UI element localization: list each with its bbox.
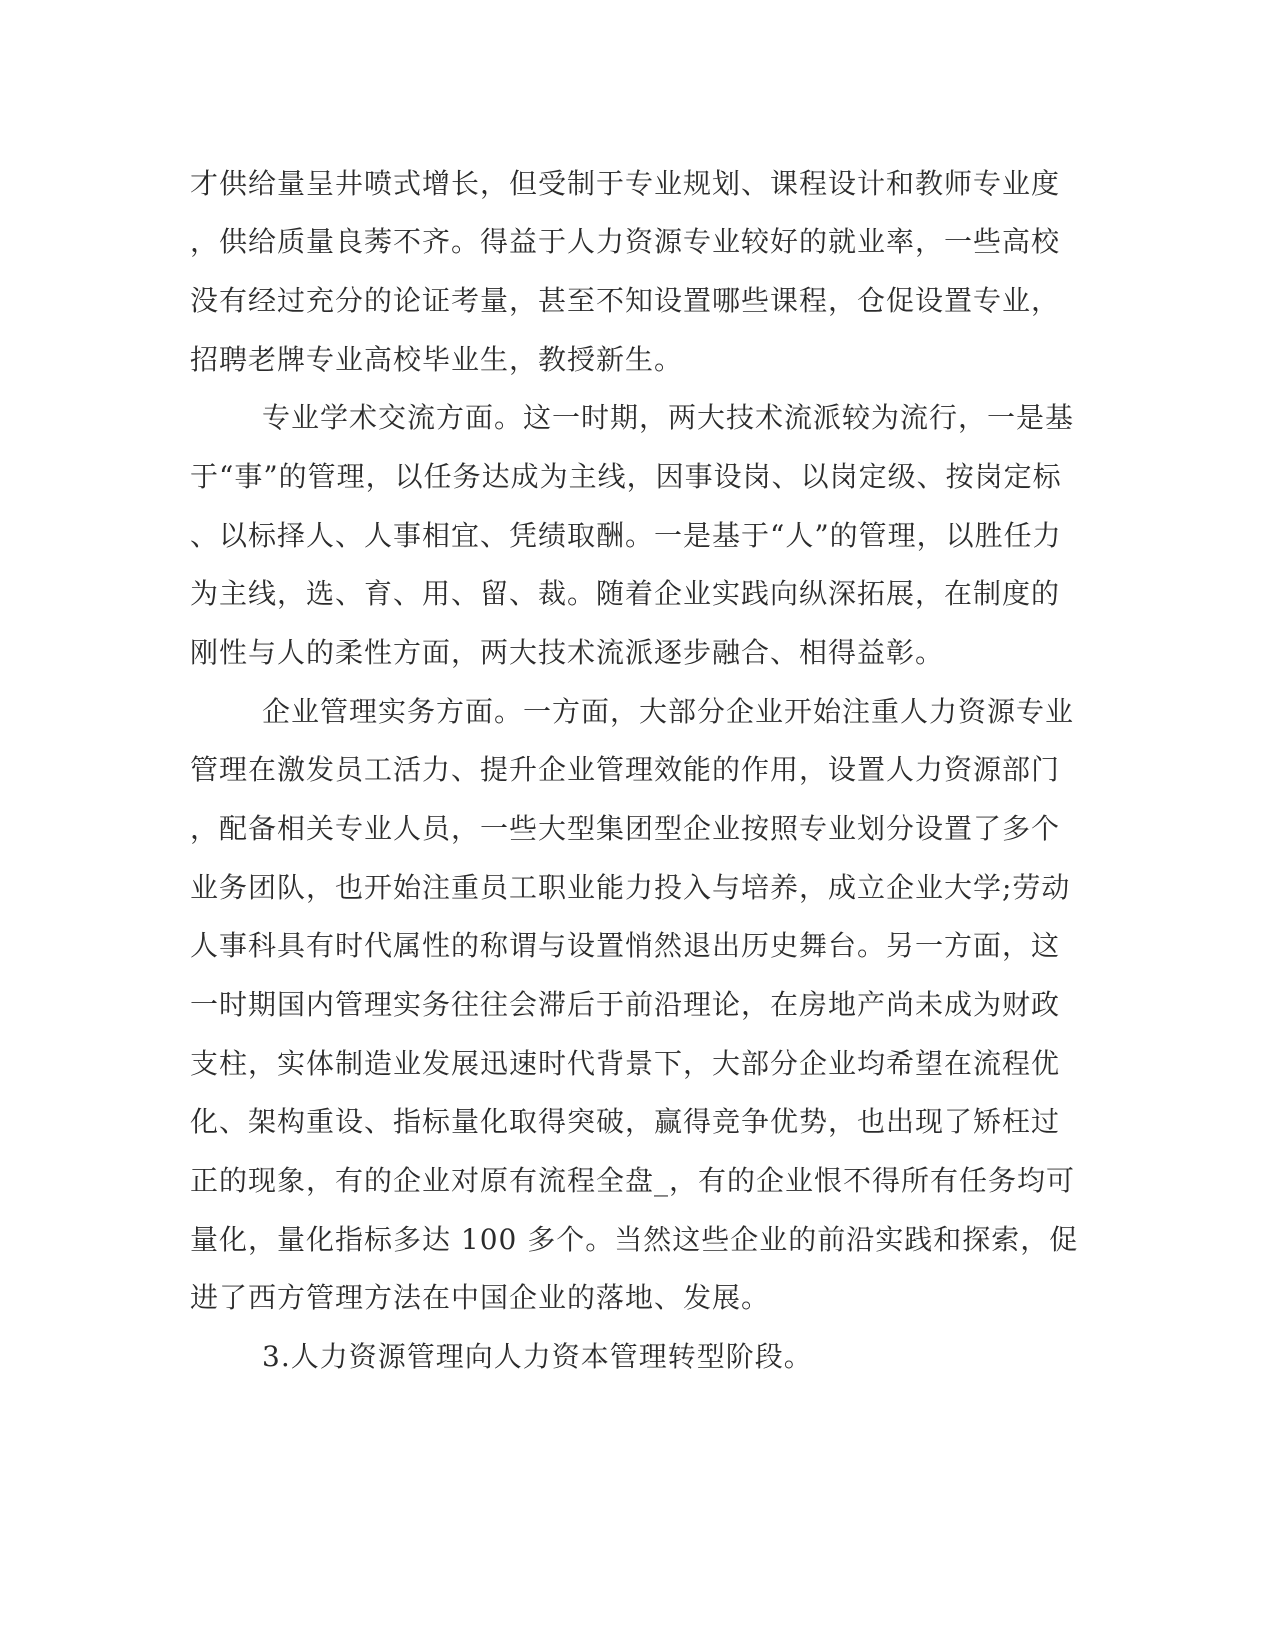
text-line: 一时期国内管理实务往往会滞后于前沿理论，在房地产尚未成为财政 xyxy=(190,988,1061,1021)
text-line: 业务团队，也开始注重员工职业能力投入与培养，成立企业大学;劳动 xyxy=(190,871,1071,904)
section-heading: 3.人力资源管理向人力资本管理转型阶段。 xyxy=(262,1340,813,1373)
text-line: 招聘老牌专业高校毕业生，教授新生。 xyxy=(190,343,684,376)
text-line: 正的现象，有的企业对原有流程全盘_，有的企业恨不得所有任务均可 xyxy=(190,1164,1076,1197)
text-line: 刚性与人的柔性方面，两大技术流派逐步融合、相得益彰。 xyxy=(190,636,945,669)
text-line: 人事科具有时代属性的称谓与设置悄然退出历史舞台。另一方面，这 xyxy=(190,929,1061,962)
text-line: 为主线，选、育、用、留、裁。随着企业实践向纵深拓展，在制度的 xyxy=(190,577,1061,610)
text-line: 管理在激发员工活力、提升企业管理效能的作用，设置人力资源部门 xyxy=(190,753,1061,786)
text-line: 进了西方管理方法在中国企业的落地、发展。 xyxy=(190,1281,771,1314)
text-line: 、以标择人、人事相宜、凭绩取酬。一是基于“人”的管理，以胜任力 xyxy=(190,519,1062,552)
text-line: 支柱，实体制造业发展迅速时代背景下，大部分企业均希望在流程优 xyxy=(190,1047,1061,1080)
text-line: 于“事”的管理，以任务达成为主线，因事设岗、以岗定级、按岗定标 xyxy=(190,460,1062,493)
text-line: 化、架构重设、指标量化取得突破，赢得竞争优势，也出现了矫枉过 xyxy=(190,1105,1061,1138)
paragraph-start-line: 企业管理实务方面。一方面，大部分企业开始注重人力资源专业 xyxy=(262,695,1075,728)
text-line: 才供给量呈井喷式增长，但受制于专业规划、课程设计和教师专业度 xyxy=(190,167,1061,200)
text-line: ，供给质量良莠不齐。得益于人力资源专业较好的就业率，一些高校 xyxy=(190,225,1061,258)
text-line: ，配备相关专业人员，一些大型集团型企业按照专业划分设置了多个 xyxy=(190,812,1061,845)
text-line: 量化，量化指标多达 100 多个。当然这些企业的前沿实践和探索，促 xyxy=(190,1223,1079,1256)
text-line: 没有经过充分的论证考量，甚至不知设置哪些课程，仓促设置专业， xyxy=(190,284,1061,317)
paragraph-start-line: 专业学术交流方面。这一时期，两大技术流派较为流行，一是基 xyxy=(262,401,1075,434)
